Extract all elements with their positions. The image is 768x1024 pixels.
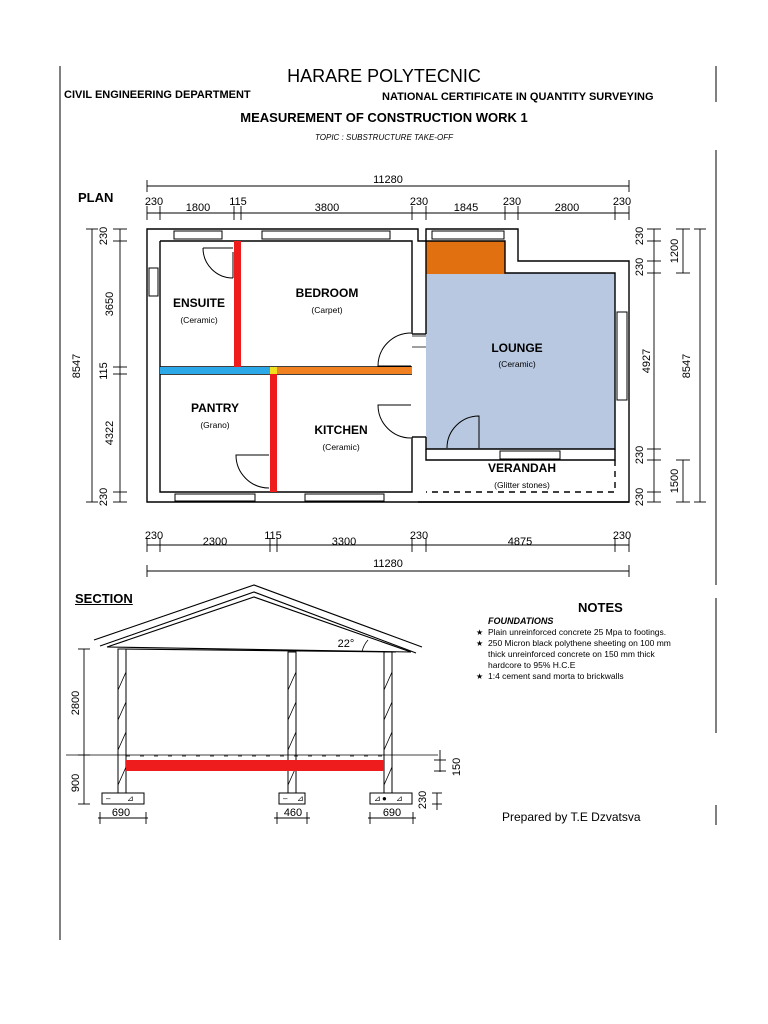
foundations-heading: FOUNDATIONS	[488, 616, 554, 626]
footing-marks	[106, 794, 403, 803]
dim-left-4: 230	[98, 487, 110, 507]
dim-bottom-6: 230	[612, 530, 632, 542]
room-verandah-finish: (Glitter stones)	[494, 480, 550, 490]
dim-slab: 150	[451, 757, 463, 777]
dim-footing-thickness: 230	[417, 790, 429, 810]
subject-title: MEASUREMENT OF CONSTRUCTION WORK 1	[240, 110, 528, 125]
room-kitchen: KITCHEN	[314, 423, 368, 437]
dim-right-0: 230	[634, 226, 646, 246]
prepared-by: Prepared by T.E Dzvatsva	[502, 810, 641, 824]
department-label: CIVIL ENGINEERING DEPARTMENT	[64, 89, 251, 101]
room-ensuite: ENSUITE	[172, 296, 226, 310]
dim-top-6: 230	[502, 196, 522, 208]
notes-list	[476, 616, 676, 682]
room-bedroom-finish: (Carpet)	[311, 305, 343, 315]
dim-top-5: 1845	[453, 202, 479, 214]
dim-bottom-5: 4875	[507, 536, 533, 548]
svg-text:–: –	[106, 794, 111, 803]
dim-top-overall: 11280	[373, 174, 403, 186]
dim-bottom-0: 230	[144, 530, 164, 542]
svg-text:⊿: ⊿	[297, 794, 304, 803]
plan-heading: PLAN	[78, 190, 114, 205]
dim-top-8: 230	[612, 196, 632, 208]
note-item: ★ 1:4 cement sand morta to brickwalls	[476, 671, 676, 682]
room-lounge: LOUNGE	[491, 341, 543, 355]
roof	[94, 585, 422, 653]
dim-foundation-depth: 900	[70, 773, 82, 793]
floor-slab	[126, 760, 384, 771]
roof-pitch-label: 22°	[337, 638, 355, 650]
note-item: ★ Plain unreinforced concrete 25 Mpa to footings.	[476, 627, 676, 638]
dim-wall-height: 2800	[70, 690, 82, 716]
svg-text:⊿: ⊿	[127, 794, 134, 803]
dim-left-1: 3650	[104, 291, 116, 317]
footings	[102, 793, 412, 804]
room-lounge-finish: (Ceramic)	[498, 359, 536, 369]
dim-footing-1: 460	[283, 807, 303, 819]
dim-right-3: 230	[634, 445, 646, 465]
svg-text:●: ●	[382, 794, 387, 803]
note-item: ★ 250 Micron black polythene sheeting on 100 mm thick unreinforced concrete on 150 mm thick hardcore to 95% H.C.E	[476, 638, 676, 671]
dim-right-2: 4927	[641, 348, 653, 374]
topic-label: TOPIC : SUBSTRUCTURE TAKE-OFF	[315, 133, 453, 142]
dim-top-1: 1800	[185, 202, 211, 214]
room-pantry: PANTRY	[191, 401, 239, 415]
room-kitchen-finish: (Ceramic)	[322, 442, 360, 452]
dim-right-outer-0: 1200	[669, 238, 681, 264]
room-ensuite-finish: (Ceramic)	[180, 315, 218, 325]
section-walls	[118, 649, 392, 793]
dim-top-0: 230	[144, 196, 164, 208]
room-verandah: VERANDAH	[487, 461, 557, 475]
dim-footing-2: 690	[382, 807, 402, 819]
dim-bottom-2: 115	[264, 530, 282, 542]
dim-left-overall: 8547	[71, 353, 83, 379]
dim-top-7: 2800	[554, 202, 580, 214]
dim-right-outer-1: 1500	[669, 468, 681, 494]
dim-bottom-overall: 11280	[373, 558, 403, 570]
svg-text:⊿: ⊿	[396, 794, 403, 803]
notes-heading: NOTES	[578, 600, 623, 615]
dim-bottom-3: 3300	[331, 536, 357, 548]
dim-footing-0: 690	[111, 807, 131, 819]
svg-text:⊿: ⊿	[374, 794, 381, 803]
dim-top-4: 230	[409, 196, 429, 208]
dim-left-0: 230	[98, 226, 110, 246]
dim-right-4: 230	[634, 487, 646, 507]
dim-left-3: 4322	[104, 420, 116, 446]
dim-right-1: 230	[634, 257, 646, 277]
dim-right-overall: 8547	[681, 353, 693, 379]
dim-bottom-1: 2300	[202, 536, 228, 548]
certificate-label: NATIONAL CERTIFICATE IN QUANTITY SURVEYING	[382, 91, 654, 103]
dim-left-2: 115	[98, 362, 110, 380]
svg-text:–: –	[283, 794, 288, 803]
room-pantry-finish: (Grano)	[200, 420, 230, 430]
dim-top-3: 3800	[314, 202, 340, 214]
dim-bottom-4: 230	[409, 530, 429, 542]
room-bedroom: BEDROOM	[295, 286, 359, 300]
dim-top-2: 115	[229, 196, 247, 208]
section-heading: SECTION	[75, 591, 133, 606]
institution-title: HARARE POLYTECNIC	[287, 66, 481, 86]
